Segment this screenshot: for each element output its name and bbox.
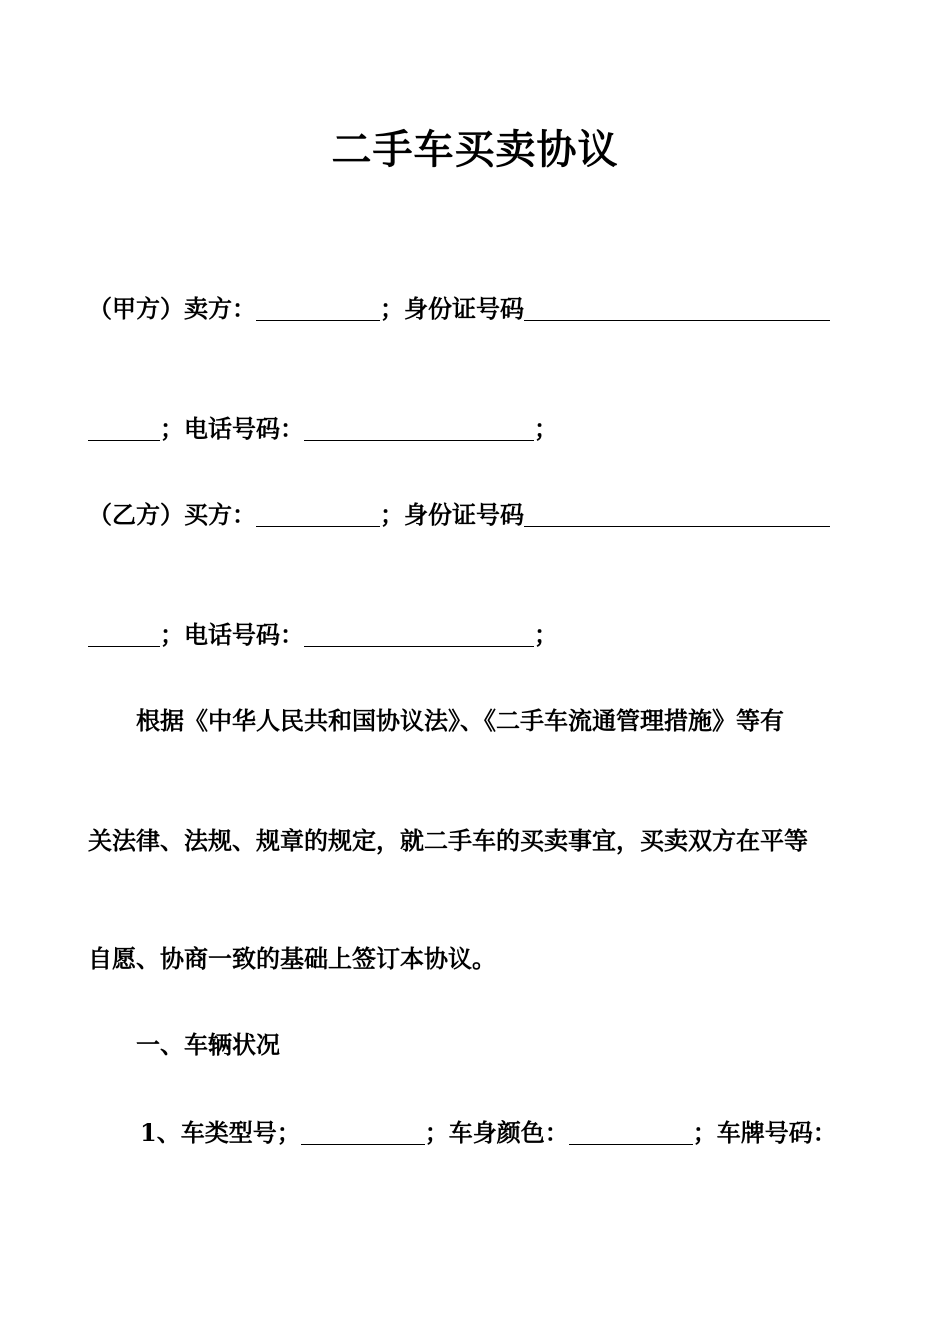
document-title: 二手车买卖协议 bbox=[331, 127, 619, 173]
party-a-seller-label: （甲方）卖方： bbox=[88, 294, 256, 323]
intro-line-2: 关法律、法规、规章的规定，就二手车的买卖事宜，买卖双方在平等 bbox=[88, 826, 808, 855]
party-b-name-field[interactable] bbox=[256, 502, 380, 527]
vehicle-color-field[interactable] bbox=[569, 1120, 693, 1145]
party-b-phone-label: ；电话号码： bbox=[160, 620, 304, 649]
party-b-id-label: ；身份证号码 bbox=[380, 500, 524, 529]
party-a-id-field-cont[interactable] bbox=[88, 416, 160, 441]
party-b-id-field-cont[interactable] bbox=[88, 622, 160, 647]
party-a-name-field[interactable] bbox=[256, 296, 380, 321]
intro-line-1: 根据《中华人民共和国协议法》、《二手车流通管理措施》等有 bbox=[136, 706, 784, 735]
party-b-id-field[interactable] bbox=[524, 502, 830, 527]
party-b-phone-field[interactable] bbox=[304, 622, 534, 647]
vehicle-plate-label: ；车牌号码： bbox=[692, 1118, 837, 1147]
intro-line-3: 自愿、协商一致的基础上签订本协议。 bbox=[88, 944, 496, 973]
party-b-buyer-label: （乙方）买方： bbox=[88, 500, 256, 529]
party-b-line-end: ； bbox=[534, 620, 558, 649]
vehicle-model-label: 1、车类型号； bbox=[140, 1118, 301, 1147]
party-a-id-field[interactable] bbox=[524, 296, 830, 321]
party-a-line-2 bbox=[88, 412, 558, 446]
party-b-line-1 bbox=[88, 498, 830, 532]
section-1-heading: 一、车辆状况 bbox=[136, 1030, 280, 1059]
section-1-item-1 bbox=[140, 1116, 837, 1150]
vehicle-color-label: ；车身颜色： bbox=[424, 1118, 569, 1147]
party-a-phone-label: ；电话号码： bbox=[160, 414, 304, 443]
party-a-id-label: ；身份证号码 bbox=[380, 294, 524, 323]
party-b-line-2 bbox=[88, 618, 558, 652]
vehicle-model-field[interactable] bbox=[301, 1120, 425, 1145]
party-a-phone-field[interactable] bbox=[304, 416, 534, 441]
party-a-line-end: ； bbox=[534, 414, 558, 443]
party-a-line-1 bbox=[88, 292, 830, 326]
